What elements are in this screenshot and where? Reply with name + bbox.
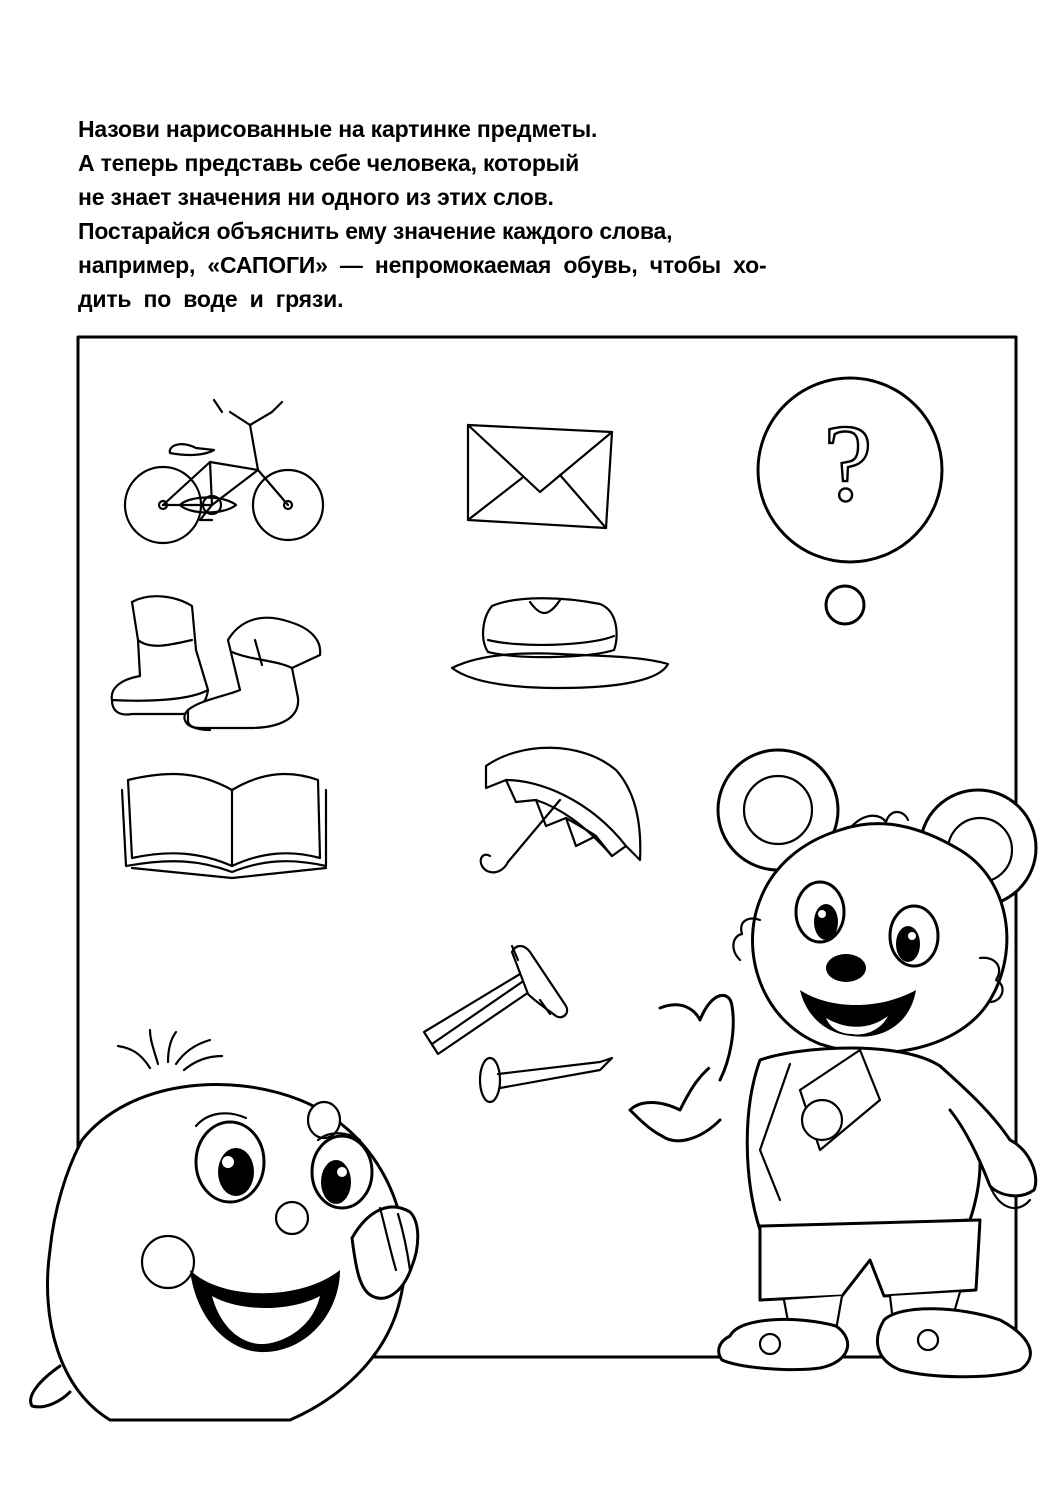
hammer-icon bbox=[424, 946, 567, 1054]
umbrella-icon bbox=[481, 748, 641, 873]
boots-icon bbox=[112, 596, 321, 730]
instruction-line-2: А теперь представь себе человека, который bbox=[78, 150, 580, 176]
question-bubble-icon bbox=[758, 378, 942, 624]
nail-icon bbox=[480, 1058, 612, 1102]
instruction-line-6: дить по воде и грязи. bbox=[78, 286, 344, 312]
book-icon bbox=[122, 774, 326, 878]
envelope-icon bbox=[468, 425, 612, 528]
bear-cub-character bbox=[630, 750, 1036, 1377]
instruction-line-5: например, «САПОГИ» — непромокаемая обувь, чтобы хо- bbox=[78, 252, 767, 278]
question-mark: ? bbox=[823, 402, 873, 524]
bicycle-icon bbox=[125, 400, 323, 543]
instruction-line-1: Назови нарисованные на картинке предметы. bbox=[78, 116, 598, 142]
kolobok-character bbox=[31, 1030, 418, 1420]
instruction-line-3: не знает значения ни одного из этих слов. bbox=[78, 184, 554, 210]
instruction-line-4: Постарайся объяснить ему значение каждого слова, bbox=[78, 218, 673, 244]
hat-icon bbox=[452, 598, 668, 688]
